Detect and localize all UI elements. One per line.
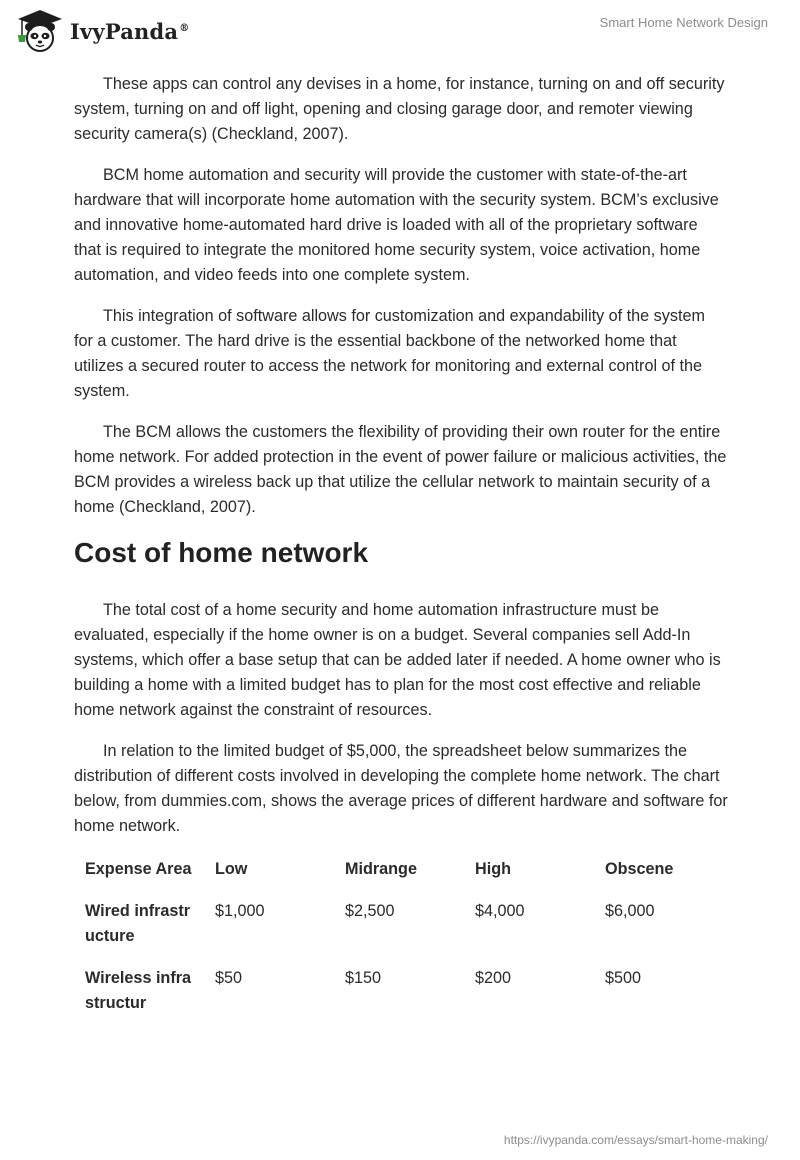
paragraph: The total cost of a home security and home automation infrastructure must be evaluated, especially if the home owner is on a budget. Several companies sell Add-In systems, which offer a base setup that can be added later if needed. A home owner who is building a home with a limited budget has to plan for the most cost effective and reliable home network against the constraint of resources.	[74, 601, 721, 719]
paragraph: These apps can control any devises in a home, for instance, turning on and off security system, turning on and off light, opening and closing garage door, and remoter viewing security camera(s) (Checkland, 2007).	[74, 75, 725, 143]
table-cell: $200	[475, 969, 512, 987]
essay-content	[74, 72, 728, 1033]
column-header: Expense Area	[85, 860, 192, 878]
expense-area-cell: Wired infrastructure	[85, 902, 191, 945]
document-title: Smart Home Network Design	[599, 15, 768, 30]
column-header: Low	[215, 860, 248, 878]
paragraph: In relation to the limited budget of $5,000, the spreadsheet below summarizes the distribution of different costs involved in developing the complete home network. The chart below, from dummies.com, shows the average prices of different hardware and software for home network.	[74, 742, 728, 835]
registered-mark: ®	[179, 22, 190, 34]
table-cell: $50	[215, 969, 243, 987]
table-cell: $6,000	[605, 902, 655, 920]
table-cell: $500	[605, 969, 642, 987]
table-cell: $2,500	[345, 902, 395, 920]
ivypanda-logo[interactable]	[16, 8, 189, 54]
paragraph: The BCM allows the customers the flexibility of providing their own router for the entire home network. For added protection in the event of power failure or malicious activities, the BCM provides a wireless back up that utilize the cellular network to maintain security of a home (Checkland, 2007).	[74, 423, 727, 516]
column-header: Midrange	[345, 860, 417, 878]
brand-name: IvyPanda®	[70, 18, 190, 44]
cost-table	[74, 857, 724, 1033]
table-cell: $1,000	[215, 902, 265, 920]
paragraph: BCM home automation and security will provide the customer with state-of-the-art hardware that will incorporate home automation with the security system. BCM’s exclusive and innovative home-automated hard drive is loaded with all of the proprietary software that is required to integrate the monitored home security system, voice activation, home automation, and video feeds into one complete system.	[74, 166, 719, 284]
column-header: Obscene	[605, 860, 674, 878]
table-row	[74, 966, 724, 1033]
page-header	[0, 0, 800, 60]
expense-area-cell: Wireless infrastructur	[85, 969, 192, 1012]
panda-graduate-icon	[16, 8, 64, 54]
table-row	[74, 899, 724, 966]
table-cell: $150	[345, 969, 382, 987]
paragraph: This integration of software allows for customization and expandability of the system for a customer. The hard drive is the essential backbone of the networked home that utilizes a secured router to access the network for monitoring and external control of the system.	[74, 307, 705, 400]
section-heading: Cost of home network	[74, 537, 369, 568]
source-url[interactable]: https://ivypanda.com/essays/smart-home-making/	[503, 1133, 768, 1147]
table-cell: $4,000	[475, 902, 525, 920]
table-header-row	[74, 857, 724, 899]
column-header: High	[475, 860, 511, 878]
